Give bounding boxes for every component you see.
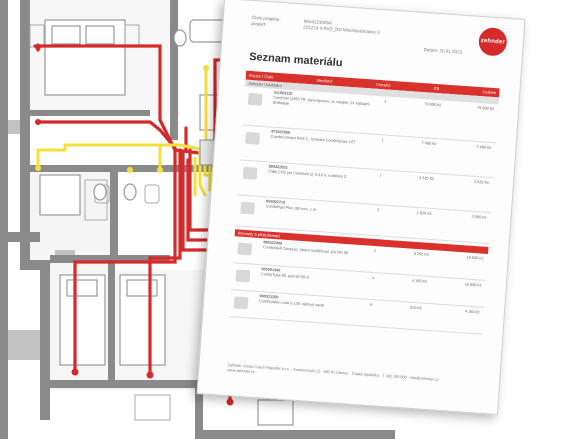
table-subheader: Zehnder Odvětrání — [245, 80, 499, 105]
document-date — [424, 47, 463, 55]
product-image — [235, 269, 250, 282]
table-row: 411003120 ComfoAir Q350 TR, vlevo/vpravo, 1x vstupní, 2x výstupní, Enthalpie 1 79 890 Kč 79 890 Kč — [242, 87, 498, 144]
table-row: 655002710 ComfoPipe Plus 180 mm, 1 m 3 1 020 Kč 3 060 Kč — [235, 195, 491, 244]
zehnder-logo: zehnder — [478, 27, 508, 57]
material-list-document — [197, 0, 526, 415]
table-row: 990321200 ComfoValve Luna S 125, talířový ventil 8 520 Kč 4 160 Kč — [229, 290, 484, 335]
section-header: Rozvody a příslušenství — [235, 229, 489, 254]
document-meta — [251, 15, 380, 36]
header-col: EB — [433, 85, 440, 92]
date-value: 20.01.2023 — [439, 48, 463, 55]
header-col: Pozice / Číslo — [248, 72, 274, 80]
meta-label: projekt: — [251, 20, 267, 27]
date-label: Datum: — [423, 47, 439, 54]
meta-label: Číslo projektu: — [251, 14, 281, 22]
material-table — [229, 71, 500, 335]
header-col: Množství — [316, 77, 333, 84]
product-image — [240, 202, 255, 215]
document-footer: Zehnder Group Czech Republic s.r.o. · Kosmonautů 12 · 460 01 Liberec · Česká republika · T 482 100 000 · info@zehnder.cz · www.zehnder.cz — [227, 363, 441, 382]
table-row: 655001340 ComfoTube 90, potrubí 50 m 4 4 150 Kč 16 600 Kč — [231, 263, 486, 308]
header-col: Celkem — [482, 89, 497, 96]
header-col: Cena/ks — [375, 81, 391, 88]
table-row: 990322000 ComfoWell Compact, hlavní rozdělovač 10x DN 90 2 8 250 Kč 16 500 Kč — [233, 236, 488, 281]
product-image — [234, 296, 249, 309]
table-row: 990322052 Čidlo CO2 pro ComfoAir Q, 0-10 V, rozšíření C 1 4 620 Kč 4 620 Kč — [237, 160, 493, 213]
meta-value: Mora123009A — [303, 18, 333, 26]
product-image — [237, 243, 252, 256]
product-image — [245, 132, 260, 145]
meta-value: 221219 4 RVD_RD Mnichovice/ulice 3 — [303, 24, 380, 35]
product-image — [243, 167, 258, 180]
product-image — [248, 93, 263, 106]
table-row: 471502000 ComfoConnect KNX C, rozhraní ComfoSense C67 1 7 480 Kč 7 480 Kč — [240, 126, 496, 179]
document-title: Seznam materiálu — [248, 50, 343, 70]
